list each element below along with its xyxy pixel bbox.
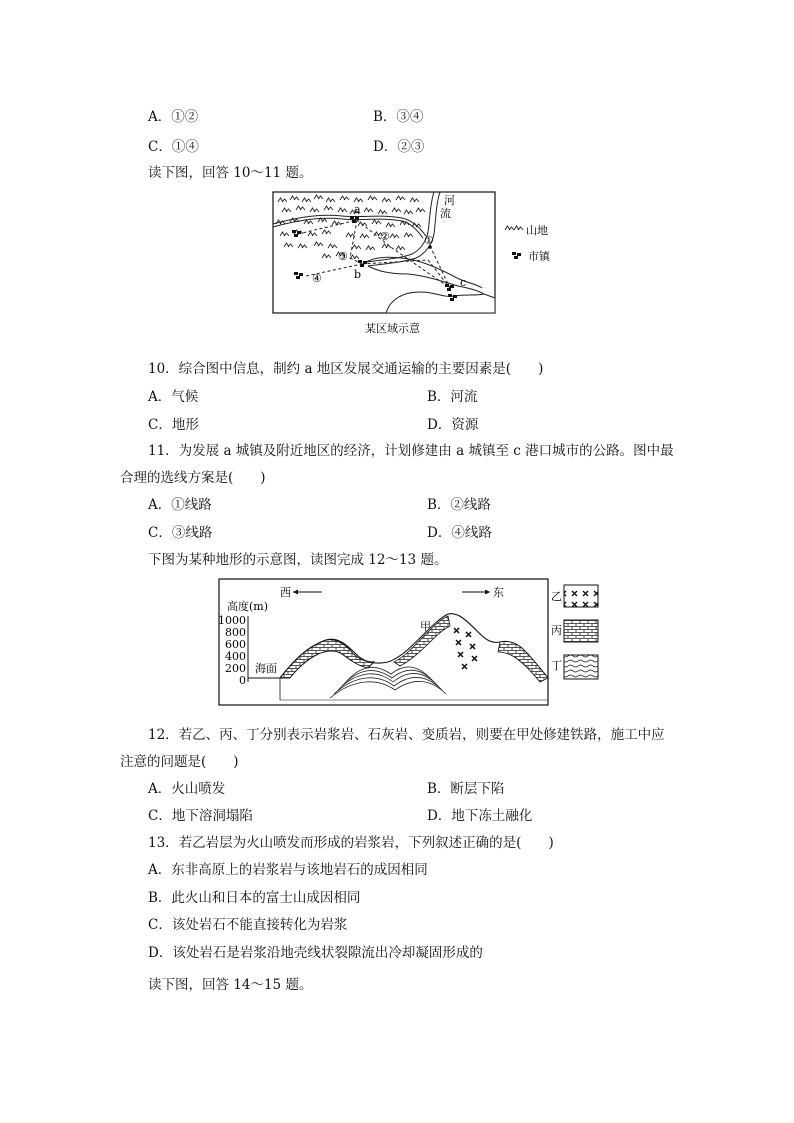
- tick-200: 200: [225, 662, 246, 675]
- q13-option-a: A．东非高原上的岩浆岩与该地岩石的成因相同: [148, 862, 428, 878]
- tick-600: 600: [225, 638, 246, 651]
- q13-stem: 13．若乙岩层为火山喷发而形成的岩浆岩，下列叙述正确的是( ): [148, 835, 554, 851]
- q9-option-b: B．③④: [373, 109, 424, 125]
- q9-option-a: A．①②: [148, 109, 199, 125]
- map-label-b: b: [354, 268, 362, 281]
- q10-option-b: B．河流: [427, 389, 478, 405]
- q9-option-c: C．①④: [148, 139, 199, 155]
- q10-option-d: D．资源: [427, 417, 479, 433]
- q13-option-d: D．该处岩石是岩浆沿地壳线状裂隙流出冷却凝固形成的: [148, 945, 483, 961]
- map-label-a: a: [354, 203, 361, 216]
- direction-west: 西: [280, 586, 291, 599]
- landform-section-figure: [218, 578, 608, 708]
- region-map-figure: [262, 188, 602, 338]
- q11-option-c: C．③线路: [148, 525, 213, 541]
- direction-east: 东: [493, 586, 504, 599]
- river-label-1: 河: [444, 194, 455, 207]
- q10-option-c: C．地形: [148, 417, 199, 433]
- route-label-1: ①: [424, 234, 434, 247]
- jia-label: 甲: [420, 620, 431, 633]
- q11-option-d: D．④线路: [427, 525, 492, 541]
- map-caption: 某区域示意: [365, 322, 420, 335]
- tick-800: 800: [225, 626, 246, 639]
- route-label-3: ③: [338, 250, 348, 263]
- q10-option-a: A．气候: [148, 389, 199, 405]
- legend-yi-swatch: [564, 585, 598, 607]
- axis-title: 高度(m): [227, 600, 269, 613]
- intro-14-15: 读下图，回答 14～15 题。: [148, 977, 313, 993]
- q12-option-c: C．地下溶洞塌陷: [148, 808, 253, 824]
- legend-ding-label: 丁: [551, 659, 562, 672]
- q12-option-d: D．地下冻土融化: [427, 808, 533, 824]
- tick-400: 400: [225, 650, 246, 663]
- river-label-2: 流: [440, 207, 451, 220]
- tick-0: 0: [239, 674, 246, 687]
- q13-option-c: C．该处岩石不能直接转化为岩浆: [148, 917, 348, 933]
- q11-stem-line1: 11．为发展 a 城镇及附近地区的经济，计划修建由 a 城镇至 c 港口城市的公路。图中最: [148, 443, 674, 459]
- sea-level-label: 海面: [255, 662, 277, 675]
- q9-option-d: D．②③: [373, 139, 425, 155]
- q11-stem-line2: 合理的选线方案是( ): [120, 470, 266, 486]
- q12-stem-line1: 12．若乙、丙、丁分别表示岩浆岩、石灰岩、变质岩，则要在甲处修建铁路，施工中应: [148, 727, 665, 743]
- route-label-2: ②: [380, 230, 390, 243]
- intro-12-13: 下图为某种地形的示意图，读图完成 12～13 题。: [148, 552, 448, 568]
- legend-mountain-label: 山地: [526, 224, 548, 237]
- q11-option-a: A．①线路: [148, 497, 212, 513]
- q13-option-b: B．此火山和日本的富士山成因相同: [148, 890, 361, 906]
- q12-stem-line2: 注意的问题是( ): [120, 754, 239, 770]
- q11-option-b: B．②线路: [427, 497, 491, 513]
- tick-1000: 1000: [218, 614, 246, 627]
- legend-yi-label: 乙: [551, 590, 562, 603]
- q10-stem: 10．综合图中信息，制约 a 地区发展交通运输的主要因素是( ): [148, 361, 544, 377]
- route-label-4: ④: [312, 272, 322, 285]
- legend-mountain-icon: [505, 226, 523, 230]
- legend-bing-swatch: [564, 620, 598, 642]
- intro-10-11: 读下图，回答 10～11 题。: [148, 165, 313, 181]
- legend-town-icon: [512, 252, 521, 259]
- q12-option-a: A．火山喷发: [148, 781, 226, 797]
- map-label-c: c: [460, 276, 467, 289]
- legend-bing-label: 丙: [551, 624, 562, 637]
- legend-town-label: 市镇: [528, 250, 550, 263]
- legend-ding-swatch: [564, 655, 598, 679]
- q12-option-b: B．断层下陷: [427, 781, 505, 797]
